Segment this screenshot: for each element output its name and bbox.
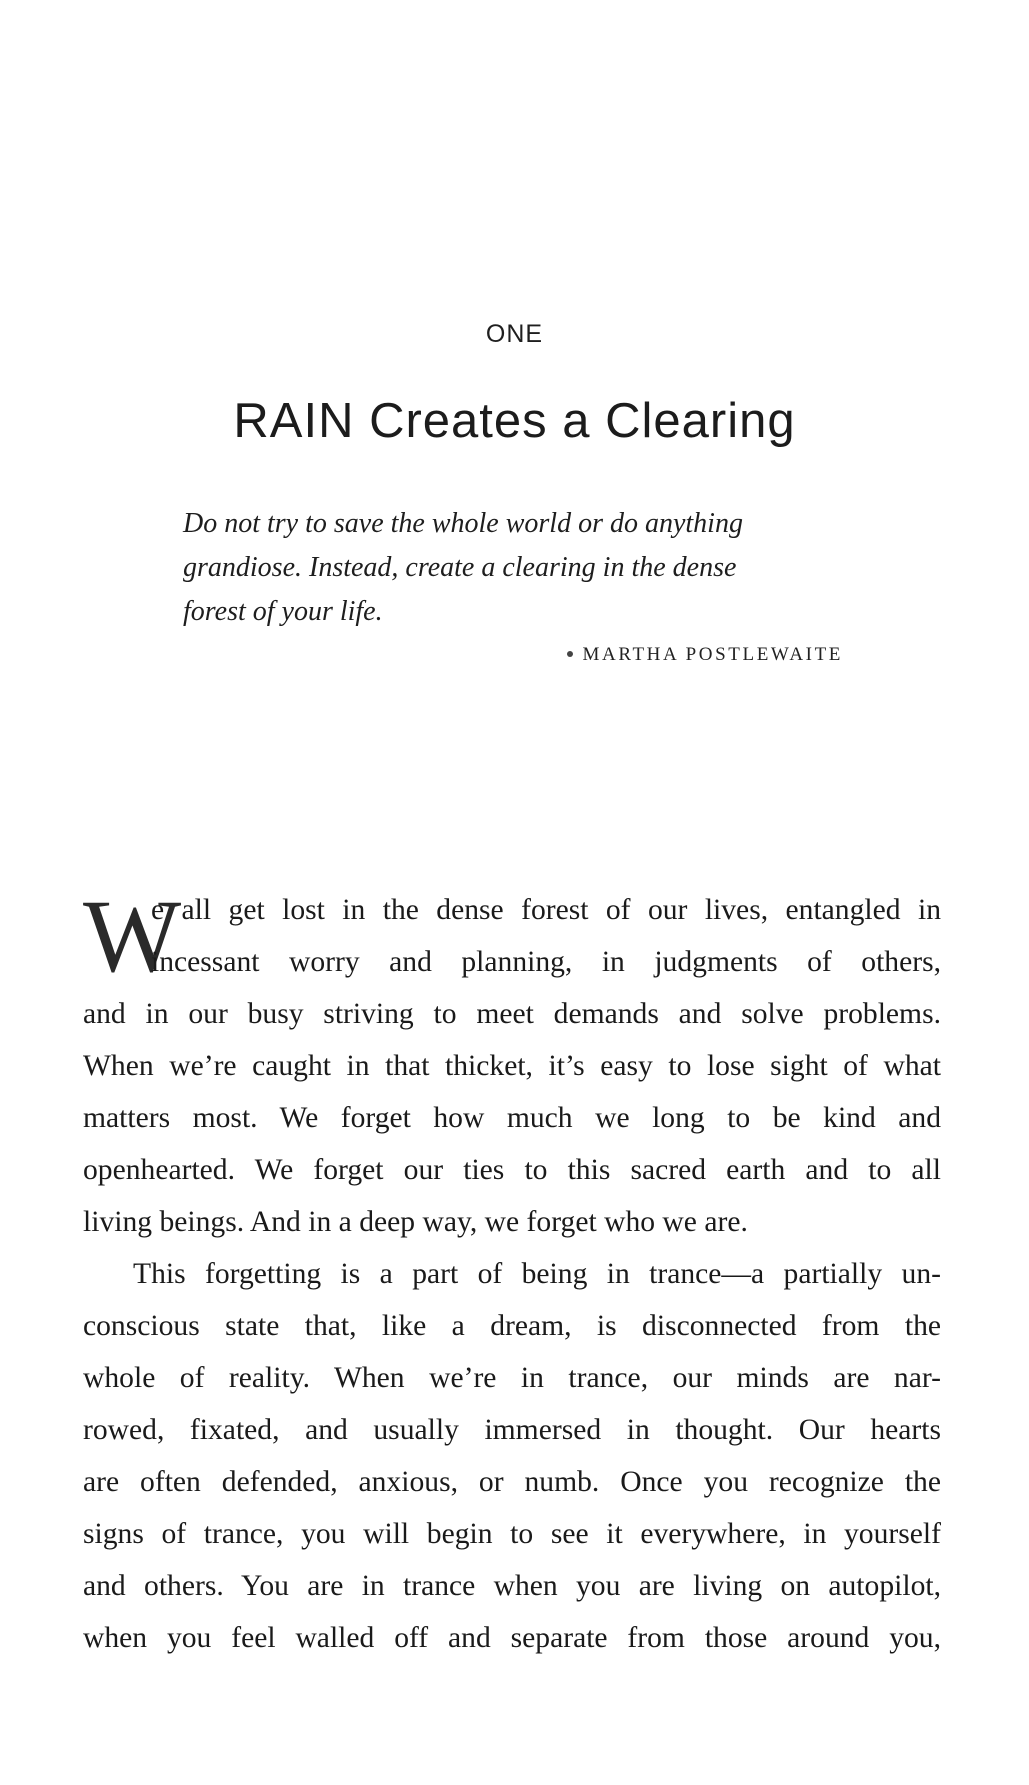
epigraph-line: grandiose. Instead, create a clearing in the dense <box>183 552 737 583</box>
text-line: when you feel walled off and separate from those around you, <box>83 1622 941 1654</box>
attribution-name: MARTHA POSTLEWAITE <box>582 644 843 665</box>
text-line: and others. You are in trance when you are living on autopilot, <box>83 1570 941 1602</box>
text-line: signs of trance, you will begin to see it everywhere, in yourself <box>83 1518 941 1550</box>
drop-cap: W <box>83 879 182 994</box>
text-line: and in our busy striving to meet demands and solve problems. <box>83 998 941 1030</box>
paragraph <box>83 879 941 1248</box>
text-line: matters most. We forget how much we long to be kind and <box>83 1102 941 1134</box>
text-line: This forgetting is a part of being in trance—a partially un- <box>133 1258 941 1290</box>
text-line: whole of reality. When we’re in trance, our minds are nar- <box>83 1362 941 1394</box>
text-line: incessant worry and planning, in judgments of others, <box>151 946 941 978</box>
text-line: When we’re caught in that thicket, it’s easy to lose sight of what <box>83 1050 941 1082</box>
chapter-number: ONE <box>485 320 544 348</box>
text-line: living beings. And in a deep way, we forget who we are. <box>83 1206 748 1238</box>
text-line: rowed, fixated, and usually immersed in thought. Our hearts <box>83 1414 941 1446</box>
text-line: e all get lost in the dense forest of our lives, entangled in <box>151 894 941 926</box>
epigraph-line: Do not try to save the whole world or do anything <box>183 508 743 539</box>
epigraph-line: forest of your life. <box>183 596 383 627</box>
bullet-icon <box>567 651 573 657</box>
body-text <box>83 879 941 1664</box>
text-line: openhearted. We forget our ties to this sacred earth and to all <box>83 1154 941 1186</box>
text-line: are often defended, anxious, or numb. Once you recognize the <box>83 1466 941 1498</box>
epigraph <box>183 502 843 666</box>
epigraph-quote <box>183 502 843 634</box>
chapter-title: RAIN Creates a Clearing <box>233 394 796 448</box>
text-line: conscious state that, like a dream, is disconnected from the <box>83 1310 941 1342</box>
epigraph-attribution <box>183 644 843 666</box>
paragraph <box>83 1248 941 1664</box>
